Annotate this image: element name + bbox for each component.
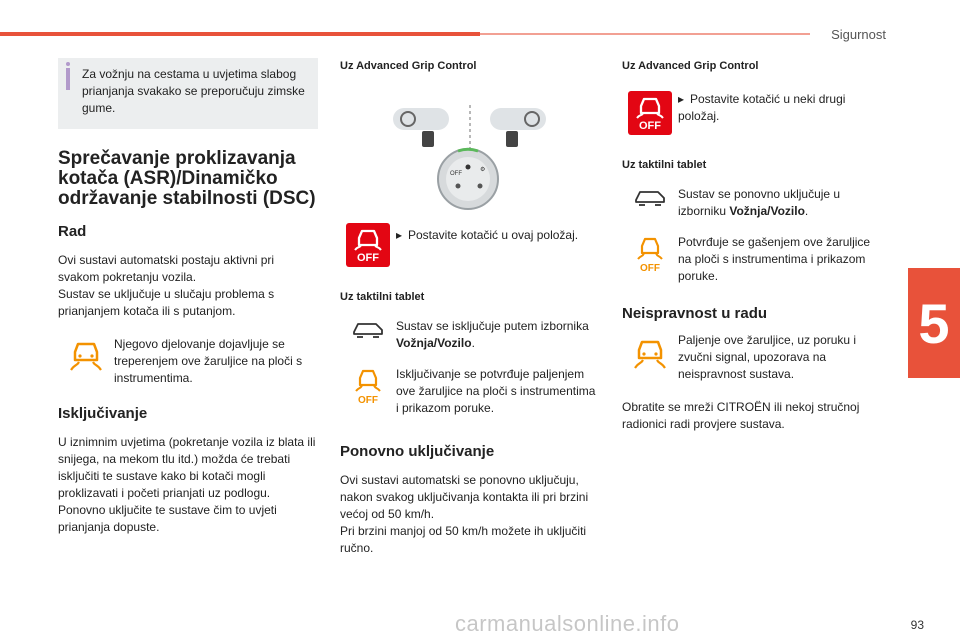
info-box xyxy=(58,58,318,129)
neispravnost-lamp-text: Paljenje ove žaruljice, uz poruku i zvučni signal, upozorava na neispravnost sustava. xyxy=(678,333,857,381)
knob-instruction-text: ▸ Postavite kotačić u ovaj položaj. xyxy=(396,228,579,242)
column-left xyxy=(58,58,318,536)
column-right xyxy=(622,58,882,433)
tablet-heading-right: Uz taktilni tablet xyxy=(622,159,707,171)
knob-instruction-row xyxy=(340,223,600,267)
header-accent-line xyxy=(480,33,810,35)
confirm-row-right xyxy=(622,234,882,285)
header-accent-bar xyxy=(0,32,480,36)
chapter-tab: 5 xyxy=(908,268,960,378)
svg-text:OFF: OFF xyxy=(639,120,661,132)
skid-off-orange-icon xyxy=(340,366,396,406)
iskljucivanje-text-2: Ponovno uključite te sustave čim to uvjeti prianjanja dopuste. xyxy=(58,503,277,534)
watermark: carmanualsonline.info xyxy=(455,611,680,636)
ponovno-heading: Ponovno uključivanje xyxy=(340,443,495,460)
ponovno-text-1: Ovi sustavi automatski se ponovno uključuju, nakon svakog uključivanja kontakta ili pri brzini većoj od 50 km/h. xyxy=(340,473,589,521)
tablet-row xyxy=(340,318,600,352)
svg-text:OFF: OFF xyxy=(358,395,378,406)
triangle-bullet-icon: ▸ xyxy=(678,92,685,106)
confirm-row xyxy=(340,366,600,417)
skid-warning-lamp-orange-icon xyxy=(622,332,678,370)
rad-heading: Rad xyxy=(58,223,87,240)
knob-instruction-row-right xyxy=(622,91,882,135)
tablet-row-right xyxy=(622,186,882,220)
info-text: Za vožnju na cestama u uvjetima slabog prianjanja svakako se preporučuju zimske gume. xyxy=(82,67,305,115)
confirm-text-right: Potvrđuje se gašenjem ove žaruljice na ploči s instrumentima i prikazom poruke. xyxy=(678,235,871,283)
page-title: Sprečavanje proklizavanja kotača (ASR)/Dinamičko održavanje stabilnosti (DSC) xyxy=(58,148,316,209)
lamp-row xyxy=(58,336,318,387)
car-outline-icon xyxy=(622,186,678,208)
tablet-heading: Uz taktilni tablet xyxy=(340,291,425,303)
skid-off-red-icon xyxy=(622,91,678,135)
rad-text-2: Sustav se uključuje u slučaju problema s prianjanjem kotača ili s putanjom. xyxy=(58,287,275,318)
svg-text:OFF: OFF xyxy=(357,252,379,264)
agc-knob-illustration xyxy=(340,91,600,211)
section-title: Sigurnost xyxy=(831,27,886,42)
iskljucivanje-heading: Isključivanje xyxy=(58,405,148,422)
skid-off-orange-icon xyxy=(622,234,678,274)
neispravnost-text: Obratite se mreži CITROËN ili nekoj stručnoj radionici radi provjere sustava. xyxy=(622,400,860,431)
tablet-text: Sustav se isključuje putem izbornika Vožnja/Vozilo. xyxy=(396,319,589,350)
knob-instruction-text-right: ▸ Postavite kotačić u neki drugi položaj. xyxy=(678,92,846,123)
agc-heading-right: Uz Advanced Grip Control xyxy=(622,60,759,72)
car-outline-icon xyxy=(340,318,396,340)
agc-heading: Uz Advanced Grip Control xyxy=(340,60,477,72)
rad-text-1: Ovi sustavi automatski postaju aktivni pri svakom pokretanju vozila. xyxy=(58,253,275,284)
skid-warning-lamp-orange-icon xyxy=(58,336,114,372)
page-number: 93 xyxy=(910,618,924,632)
skid-off-red-icon xyxy=(340,223,396,267)
svg-text:⚙: ⚙ xyxy=(480,167,486,173)
svg-text:OFF: OFF xyxy=(640,263,660,274)
tablet-text-right: Sustav se ponovno uključuje u izborniku Vožnja/Vozilo. xyxy=(678,187,841,218)
iskljucivanje-text-1: U iznimnim uvjetima (pokretanje vozila iz blata ili snijega, na mekom tlu itd.) možda će trebati isključiti te sustave kako bi kotači mogli proklizavati i početi prianjati uz podlogu. xyxy=(58,435,316,500)
neispravnost-heading: Neispravnost u radu xyxy=(622,305,768,322)
lamp-text: Njegovo djelovanje dojavljuje se treperenjem ove žaruljice na ploči s instrumentima. xyxy=(114,337,303,385)
ponovno-text-2: Pri brzini manjoj od 50 km/h možete ih uključiti ručno. xyxy=(340,524,587,555)
neispravnost-lamp-row xyxy=(622,332,882,383)
column-middle xyxy=(340,58,600,557)
svg-text:OFF: OFF xyxy=(450,171,462,177)
info-icon xyxy=(66,68,70,90)
confirm-text: Isključivanje se potvrđuje paljenjem ove žaruljice na ploči s instrumentima i prikazom poruke. xyxy=(396,367,596,415)
triangle-bullet-icon: ▸ xyxy=(396,228,403,242)
